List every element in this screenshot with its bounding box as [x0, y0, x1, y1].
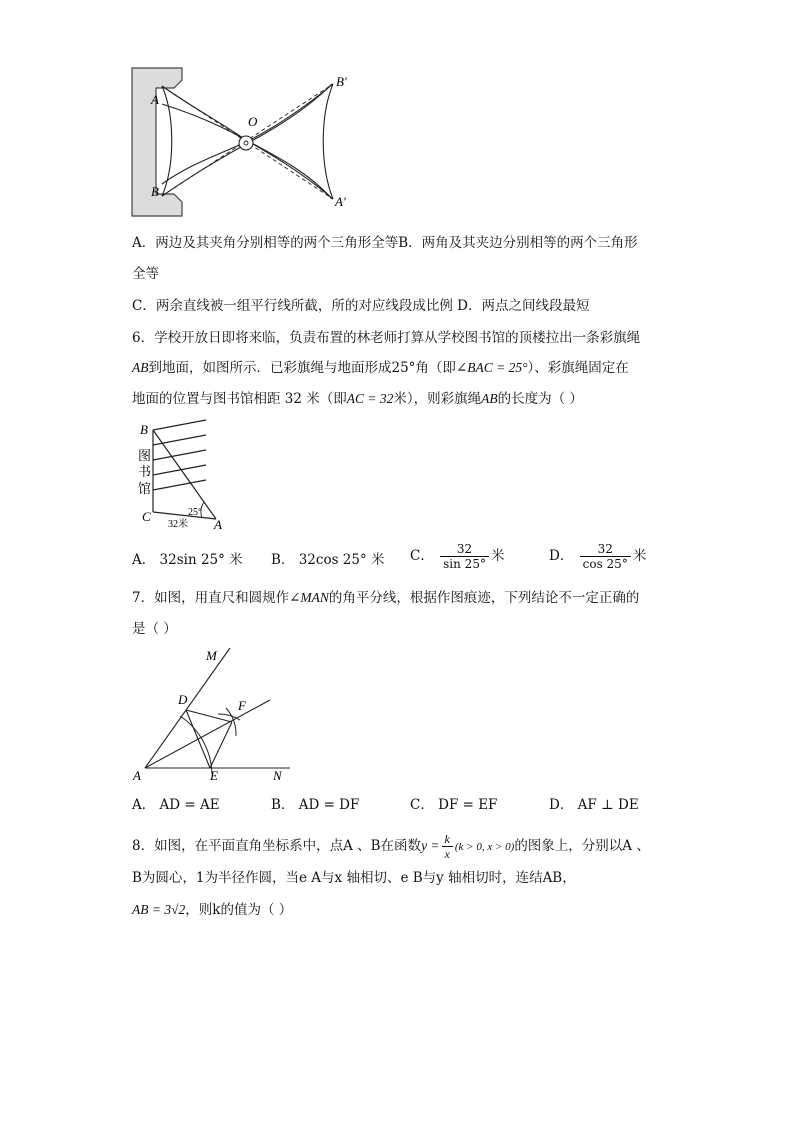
- q6-option-c: C． $\frac{32}{\sin 25^\circ}$ 米: [410, 542, 505, 571]
- q7-option-b: B． AD = DF: [271, 797, 360, 813]
- building-char-3: 馆: [138, 481, 152, 496]
- label-b-prime: B′: [336, 74, 347, 89]
- label-o: O: [248, 114, 258, 129]
- figure-q6-diagram: [138, 418, 228, 530]
- building-char-2: 书: [138, 464, 152, 479]
- q6-option-a: A． 32sin 25° 米: [132, 552, 243, 568]
- angle-label: 25°: [188, 507, 202, 518]
- label-a: A: [151, 92, 159, 107]
- building-char-1: 图: [138, 448, 152, 463]
- q6-option-b: B． 32cos 25° 米: [271, 552, 385, 568]
- q5-option-line-3: C．两余直线被一组平行线所截，所的对应线段成比例 D．两点之间线段最短: [132, 298, 590, 314]
- q7-option-a: A． AD = AE: [132, 797, 220, 813]
- q7-option-c: C． DF = EF: [410, 797, 498, 813]
- label-a: A: [133, 768, 141, 783]
- lower-arm: [162, 84, 333, 184]
- label-a-prime: A′: [335, 194, 346, 209]
- label-d: D: [178, 692, 188, 707]
- q6-option-d: D． $\frac{32}{\cos 25^\circ}$ 米: [549, 542, 647, 571]
- label-c: C: [142, 509, 151, 524]
- label-b: B: [140, 422, 148, 437]
- figure-q7-diagram: [130, 644, 300, 784]
- q5-option-line-1: A．两边及其夹角分别相等的两个三角形全等B．两角及其夹边分别相等的两个三角形: [132, 235, 638, 251]
- q7-stem-line-2: 是（ ）: [132, 621, 177, 637]
- label-m: M: [206, 648, 217, 663]
- label-a: A: [214, 517, 222, 532]
- figure-q5-diagram: [130, 66, 360, 218]
- q5-option-line-2: 全等: [132, 266, 159, 282]
- q7-stem-line-1: 7．如图，用直尺和圆规作∠MAN的角平分线，根据作图痕迹，下列结论不一定正确的: [132, 590, 640, 606]
- q6-stem-line-1: 6．学校开放日即将来临，负责布置的林老师打算从学校图书馆的顶楼拉出一条彩旗绳: [132, 330, 641, 346]
- q7-option-d: D． AF ⊥ DE: [549, 797, 639, 813]
- pivot-circle: [239, 136, 253, 150]
- q6-stem-line-3: 地面的位置与图书馆相距 32 米（即AC = 32米），则彩旗绳AB的长度为（ ）: [132, 391, 583, 407]
- label-e: E: [210, 768, 218, 783]
- distance-label: 32米: [168, 519, 188, 530]
- q6-stem-line-2: AB到地面，如图所示．已彩旗绳与地面形成25°角（即∠BAC = 25°）、彩旗绳固定在: [132, 360, 629, 376]
- q8-stem-line-1: 8．如图，在平面直角坐标系中，点A 、B在函数y = $\frac{k}{x}$ (k > 0, x > 0)的图象上，分别以A 、: [132, 832, 650, 861]
- label-f: F: [238, 698, 246, 713]
- q8-stem-line-2: B为圆心，1为半径作圆，当e A与x 轴相切、e B与y 轴相切时，连结AB，: [132, 870, 576, 886]
- label-b: B: [151, 184, 159, 199]
- q8-stem-line-3: AB = 3√2，则k的值为（ ）: [132, 902, 293, 918]
- label-n: N: [273, 768, 282, 783]
